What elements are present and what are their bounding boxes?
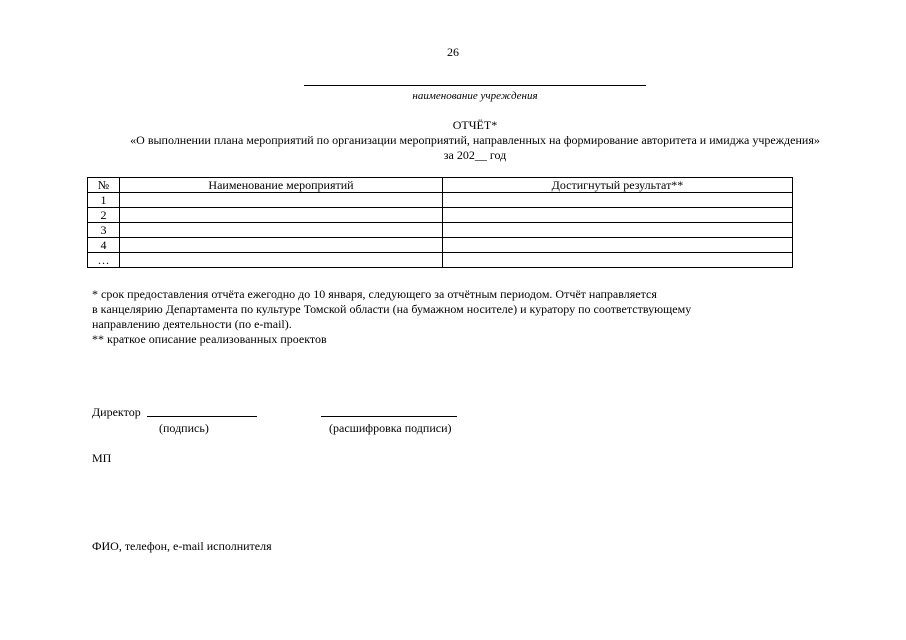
row-event-name (120, 223, 443, 238)
row-event-name (120, 208, 443, 223)
report-title-block (0, 118, 906, 163)
row-event-name (120, 238, 443, 253)
row-number: … (88, 253, 120, 268)
signature-decode-caption: (расшифровка подписи) (329, 421, 452, 435)
row-number: 4 (88, 238, 120, 253)
stamp-label: МП (92, 451, 112, 465)
table-row (88, 223, 793, 238)
signature-decode-line (321, 416, 457, 417)
institution-name-caption: наименование учреждения (412, 90, 538, 102)
row-number: 1 (88, 193, 120, 208)
row-number: 2 (88, 208, 120, 223)
row-number: 3 (88, 223, 120, 238)
table-row (88, 238, 793, 253)
row-result (443, 238, 793, 253)
table-header-row (88, 178, 793, 193)
footnote-delivery: в канцелярию Департамента по культуре Томской области (на бумажном носителе) и куратору по соответствующему (92, 302, 692, 316)
director-label: Директор (92, 405, 141, 419)
page-number: 26 (447, 45, 459, 59)
row-result (443, 193, 793, 208)
report-table (87, 177, 793, 268)
footnote-result-description: ** краткое описание реализованных проектов (92, 332, 327, 346)
institution-name-line (304, 85, 646, 86)
footnotes (92, 287, 772, 347)
table-row (88, 208, 793, 223)
report-heading: ОТЧЁТ* (452, 118, 498, 132)
row-result (443, 208, 793, 223)
row-event-name (120, 253, 443, 268)
report-subject: «О выполнении плана мероприятий по организации мероприятий, направленных на формирование авторитета и имиджа учреждения» (130, 133, 820, 147)
table-row (88, 193, 793, 208)
footnote-deadline: * срок предоставления отчёта ежегодно до 10 января, следующего за отчётным периодом. Отчёт направляется (92, 287, 657, 301)
executor-contact-label: ФИО, телефон, e-mail исполнителя (92, 539, 272, 553)
row-result (443, 223, 793, 238)
header-event-name: Наименование мероприятий (120, 178, 443, 193)
table-row (88, 253, 793, 268)
signature-caption: (подпись) (159, 421, 209, 435)
header-number: № (88, 178, 120, 193)
row-event-name (120, 193, 443, 208)
header-result: Достигнутый результат** (443, 178, 793, 193)
row-result (443, 253, 793, 268)
footnote-delivery-cont: направлению деятельности (по e-mail). (92, 317, 292, 331)
report-period: за 202__ год (443, 148, 507, 162)
signature-line (147, 416, 257, 417)
